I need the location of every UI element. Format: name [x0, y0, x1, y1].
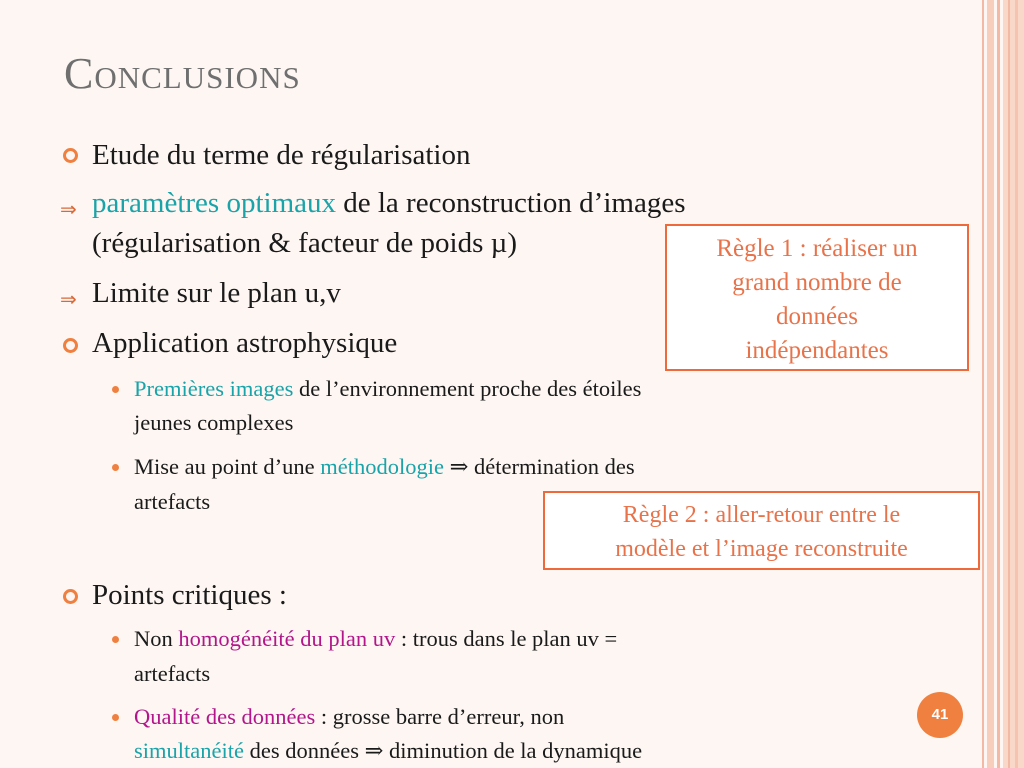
- decor-stripe: [997, 0, 1000, 768]
- item-text-rest: de la reconstruction d’images: [336, 187, 686, 219]
- decor-stripe: [1015, 0, 1018, 768]
- callout-line: modèle et l’image reconstruite: [615, 536, 908, 562]
- callout-line: Règle 2 : aller-retour entre le: [622, 502, 901, 528]
- callout-line: données: [776, 303, 858, 330]
- item-text: Application astrophysique: [92, 327, 398, 359]
- subitem-text-rest: : grosse barre d’erreur, non: [315, 704, 565, 729]
- subitem-text: jeunes complexes: [134, 410, 294, 435]
- decor-stripe: [1008, 0, 1010, 768]
- rule-1-callout: [665, 224, 969, 371]
- subitem-text: [134, 450, 635, 483]
- dot-bullet-icon: [112, 636, 119, 643]
- dot-bullet-icon: [112, 386, 119, 393]
- subitem-text-rest: de l’environnement proche des étoiles: [293, 376, 642, 401]
- subitem-text-b: : trous dans le plan uv =: [395, 626, 618, 651]
- highlight-text: paramètres optimaux: [92, 187, 336, 219]
- subitem-text: artefacts: [134, 489, 211, 514]
- subitem-text-a: Mise au point d’une: [134, 454, 321, 479]
- subitem-text-a: Non: [134, 626, 179, 651]
- dot-bullet-icon: [112, 464, 119, 471]
- callout-line: Règle 1 : réaliser un: [716, 235, 918, 262]
- subitem-text-rest: des données ⇒ diminution de la dynamique: [243, 738, 643, 763]
- highlight-text: homogénéité du plan uv: [178, 626, 396, 651]
- decor-stripe: [982, 0, 984, 768]
- subitem-text: [134, 700, 564, 733]
- item-text: Limite sur le plan u,v: [92, 277, 341, 309]
- circle-bullet-icon: [63, 589, 78, 604]
- dot-bullet-icon: [112, 714, 119, 721]
- implies-arrow-icon: ⇒: [60, 197, 77, 221]
- highlight-text: Premières images: [134, 376, 294, 401]
- subitem-text: artefacts: [134, 661, 211, 686]
- rule-2-callout: [543, 491, 980, 570]
- item-text: Etude du terme de régularisation: [92, 139, 471, 171]
- circle-bullet-icon: [63, 338, 78, 353]
- callout-line: grand nombre de: [732, 269, 902, 296]
- subitem-text: [134, 622, 617, 655]
- callout-line: indépendantes: [745, 337, 889, 364]
- page-number-badge: 41: [917, 692, 963, 738]
- decor-stripe: [1003, 0, 1024, 768]
- slide-title: Conclusions: [64, 49, 301, 98]
- highlight-text: méthodologie: [320, 454, 444, 479]
- item-text: [92, 184, 686, 222]
- highlight-text: Qualité des données: [134, 704, 316, 729]
- item-text: Points critiques :: [92, 579, 287, 611]
- subitem-text: [134, 372, 641, 405]
- circle-bullet-icon: [63, 148, 78, 163]
- subitem-text-b: ⇒ détermination des: [443, 454, 635, 479]
- item-text: (régularisation & facteur de poids µ): [92, 227, 517, 259]
- subitem-text: [134, 734, 642, 767]
- highlight-text: simultanéité: [134, 738, 244, 763]
- implies-arrow-icon: ⇒: [60, 287, 77, 311]
- decor-stripe: [987, 0, 994, 768]
